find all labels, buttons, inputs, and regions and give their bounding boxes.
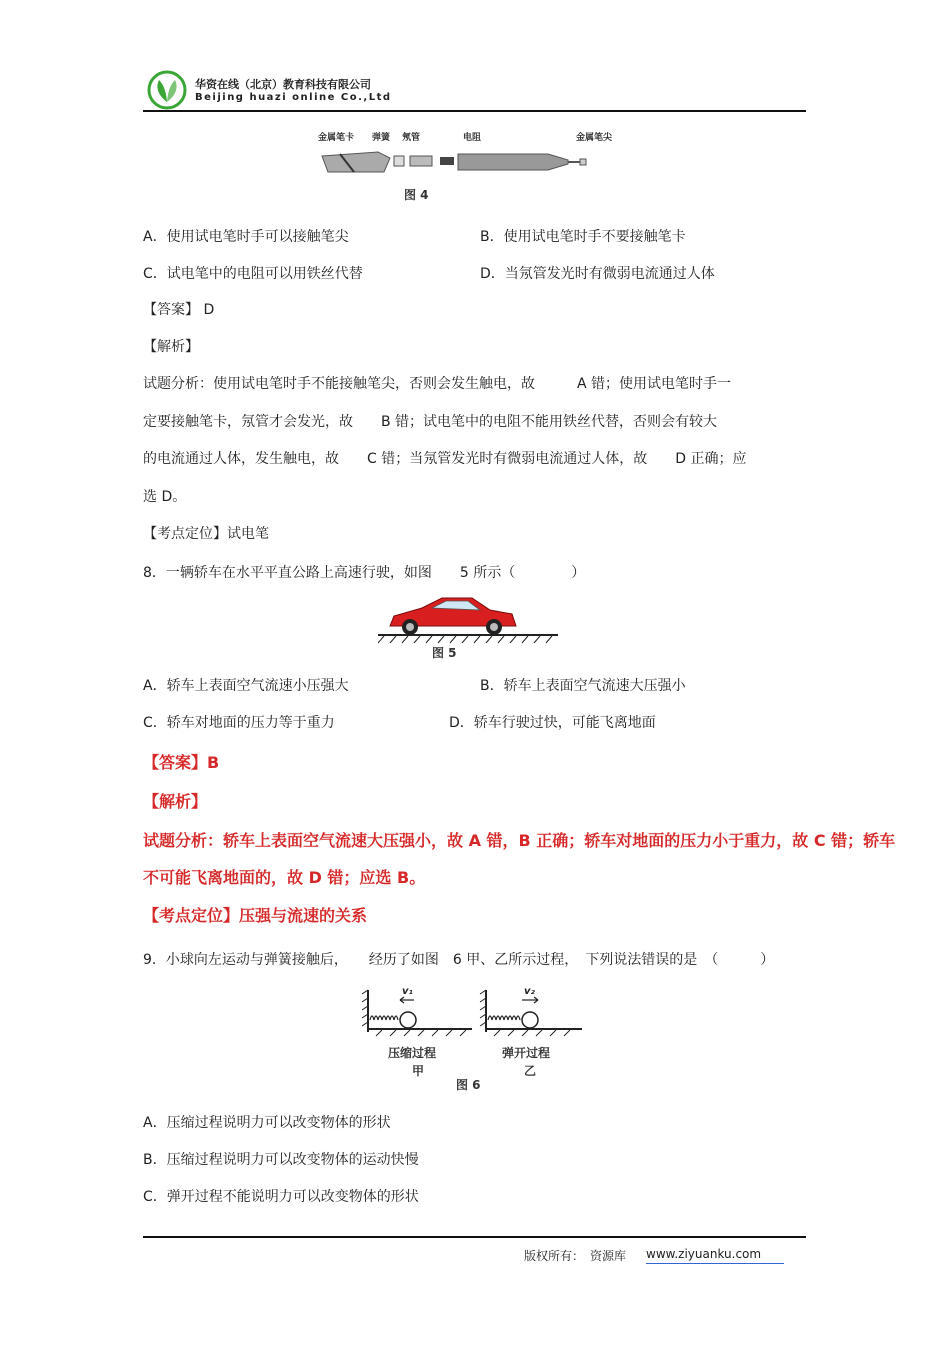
page-header xyxy=(143,66,806,112)
figure-6 xyxy=(362,986,586,1092)
footer-divider xyxy=(143,1236,806,1238)
q8-option-b: B．轿车上表面空气流速大压强小 xyxy=(480,678,686,694)
fig6-caption: 图 6 xyxy=(456,1078,481,1092)
fig4-label-tip: 金属笔尖 xyxy=(576,133,613,143)
q8-point: 【考点定位】压强与流速的关系 xyxy=(143,906,368,925)
spring-ball-illustration xyxy=(362,986,586,1038)
q7-analysis-line-3: 的电流通过人体，发生触电，故 C 错；当氖管发光时有微弱电流通过人体，故 D 正确；应 xyxy=(143,451,747,467)
q8-analysis-line-2: 不可能飞离地面的，故 D 错；应选 B。 xyxy=(143,868,426,887)
fig6-v1-label: v₁ xyxy=(402,986,413,997)
figure-5 xyxy=(378,590,560,662)
q7-analysis-line-4: 选 D。 xyxy=(143,489,187,505)
company-logo xyxy=(147,70,187,110)
fig5-caption: 图 5 xyxy=(432,646,457,660)
q8-stem: 8．一辆轿车在水平平直公路上高速行驶，如图 5 所示（ ） xyxy=(143,565,586,581)
fig4-label-neon: 氖管 xyxy=(402,133,421,143)
q7-answer: 【答案】 D xyxy=(143,302,215,318)
q8-option-c: C．轿车对地面的压力等于重力 xyxy=(143,715,335,731)
q7-option-c: C．试电笔中的电阻可以用铁丝代替 xyxy=(143,266,363,282)
fig6-v2-label: v₂ xyxy=(524,986,535,997)
q8-analysis-title: 【解析】 xyxy=(143,792,208,811)
q7-analysis-line-2: 定要接触笔卡，氖管才会发光，故 B 错；试电笔中的电阻不能用铁丝代替，否则会有较大 xyxy=(143,414,718,430)
fig4-caption: 图 4 xyxy=(404,188,429,202)
car-illustration xyxy=(378,590,560,644)
q7-analysis-title: 【解析】 xyxy=(143,339,199,355)
q8-option-a: A．轿车上表面空气流速小压强大 xyxy=(143,678,349,694)
q9-stem: 9．小球向左运动与弹簧接触后， 经历了如图 6 甲、乙所示过程， 下列说法错误的是 （ ） xyxy=(143,952,775,968)
q7-option-a: A．使用试电笔时手可以接触笔尖 xyxy=(143,229,349,245)
q8-analysis-line-1: 试题分析：轿车上表面空气流速大压强小，故 A 错，B 正确；轿车对地面的压力小于重力，故 C 错；轿车 xyxy=(143,831,896,850)
fig4-label-spring: 弹簧 xyxy=(372,133,391,143)
q7-option-b: B．使用试电笔时手不要接触笔卡 xyxy=(480,229,686,245)
fig6-left-sub: 甲 xyxy=(412,1064,425,1078)
header-divider xyxy=(143,110,806,112)
q7-point: 【考点定位】试电笔 xyxy=(143,526,269,542)
q8-option-d: D．轿车行驶过快，可能飞离地面 xyxy=(449,715,656,731)
footer-url-link[interactable]: www.ziyuanku.com xyxy=(646,1247,784,1264)
q9-option-c: C．弹开过程不能说明力可以改变物体的形状 xyxy=(143,1189,419,1205)
fig6-left-label: 压缩过程 xyxy=(388,1046,437,1060)
fig6-right-sub: 乙 xyxy=(524,1064,537,1078)
fig4-label-clip: 金属笔卡 xyxy=(318,133,355,143)
company-name-en: Beijing huazi online Co.,Ltd xyxy=(195,92,392,103)
footer-copyright: 版权所有： 资源库 xyxy=(524,1249,627,1263)
fig6-right-label: 弹开过程 xyxy=(502,1046,551,1060)
q9-option-b: B．压缩过程说明力可以改变物体的运动快慢 xyxy=(143,1152,419,1168)
q7-option-d: D．当氖管发光时有微弱电流通过人体 xyxy=(480,266,715,282)
q8-answer: 【答案】B xyxy=(143,753,220,772)
q9-option-a: A．压缩过程说明力可以改变物体的形状 xyxy=(143,1115,391,1131)
fig4-label-resistor: 电阻 xyxy=(463,133,482,143)
figure-4 xyxy=(318,128,618,208)
test-pen-illustration xyxy=(318,142,618,182)
company-name-cn: 华资在线（北京）教育科技有限公司 xyxy=(195,78,371,91)
q7-analysis-line-1: 试题分析：使用试电笔时手不能接触笔尖，否则会发生触电，故 A 错；使用试电笔时手一 xyxy=(143,376,732,392)
